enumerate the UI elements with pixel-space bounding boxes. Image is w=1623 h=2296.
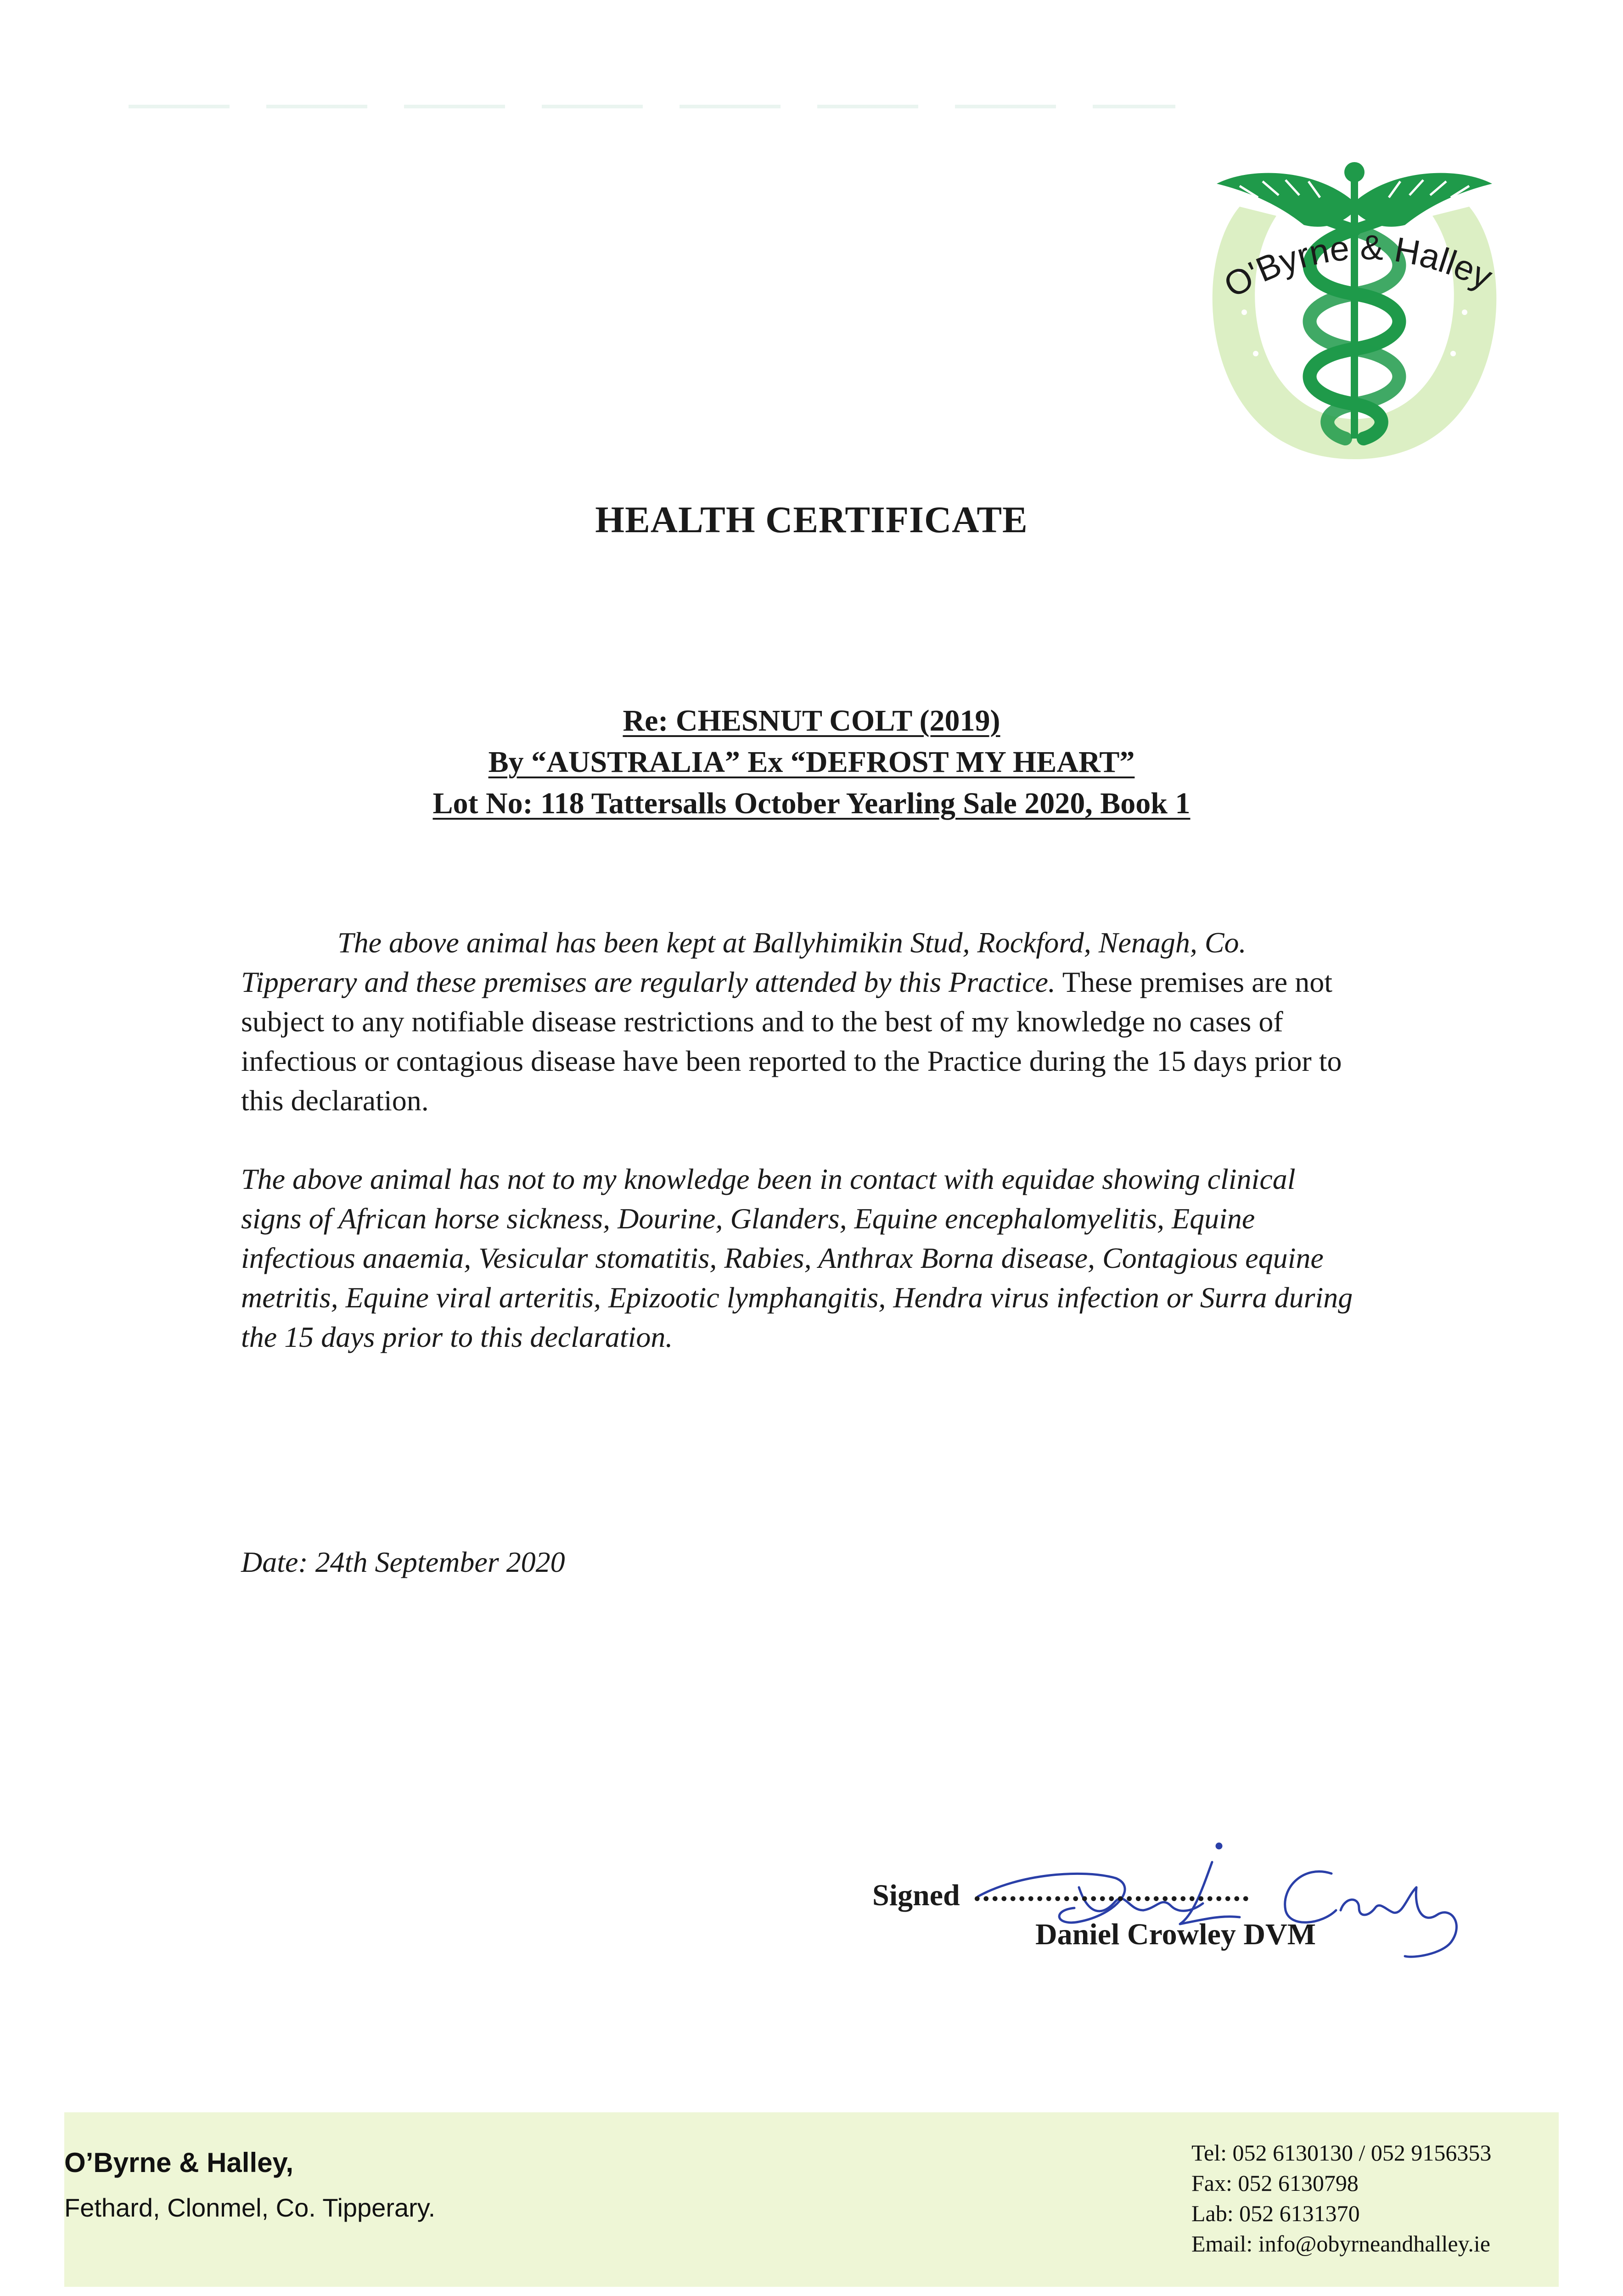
footer-practice-name: O’Byrne & Halley,: [64, 2147, 294, 2178]
subject-block: [0, 700, 1623, 824]
footer-lab: Lab: 052 6131370: [1191, 2200, 1360, 2226]
subject-line-breeding: By “AUSTRALIA” Ex “DEFROST MY HEART”: [488, 745, 1135, 779]
certificate-date: Date: 24th September 2020: [241, 1546, 565, 1578]
premises-italic-text: The above animal has been kept at Ballyhimikin Stud, Rockford, Nenagh, Co. Tipperary and these premises are regularly attended by this Practice.: [241, 926, 1247, 998]
signature-line: ...............................: [973, 1874, 1251, 1908]
footer-fax: Fax: 052 6130798: [1191, 2170, 1359, 2196]
subject-line-horse: Re: CHESNUT COLT (2019): [623, 704, 1000, 737]
signed-label: Signed: [872, 1879, 960, 1912]
premises-regular-text: These premises are not subject to any notifiable disease restrictions and to the best of my knowledge no cases of infectious or contagious disease have been reported to the Practice during the 15 days prior to this declaration.: [241, 966, 1342, 1117]
subject-line-lot: Lot No: 118 Tattersalls October Yearling Sale 2020, Book 1: [432, 787, 1191, 820]
page-title: HEALTH CERTIFICATE: [595, 499, 1028, 540]
scan-artifact-line: [129, 105, 1175, 108]
declaration-paragraph-diseases: The above animal has not to my knowledge been in contact with equidae showing clinical signs of African horse sickness, Dourine, Glanders, Equine encephalomyelitis, Equine infectious anaemia, Vesicular stomatitis, Rabies, Anthrax Borna disease, Contagious equine metritis, Equine viral arteritis, Epizootic lymphangitis, Hendra virus infection or Surra during the 15 days prior to this declaration.: [241, 1163, 1353, 1353]
footer-address: Fethard, Clonmel, Co. Tipperary.: [64, 2193, 436, 2222]
footer-email: Email: info@obyrneandhalley.ie: [1191, 2231, 1490, 2257]
practice-logo: [1175, 55, 1533, 468]
declaration-paragraph-premises: [241, 923, 1357, 1120]
footer-tel: Tel: 052 6130130 / 052 9156353: [1191, 2140, 1492, 2166]
letterhead-footer: [64, 2112, 1559, 2287]
svg-text:O'Byrne & Halley: O'Byrne & Halley: [1217, 228, 1499, 305]
footer-contact-block: [1191, 2138, 1491, 2259]
logo-wordmark: [1175, 55, 1533, 468]
signer-name: Daniel Crowley DVM: [1035, 1918, 1316, 1951]
